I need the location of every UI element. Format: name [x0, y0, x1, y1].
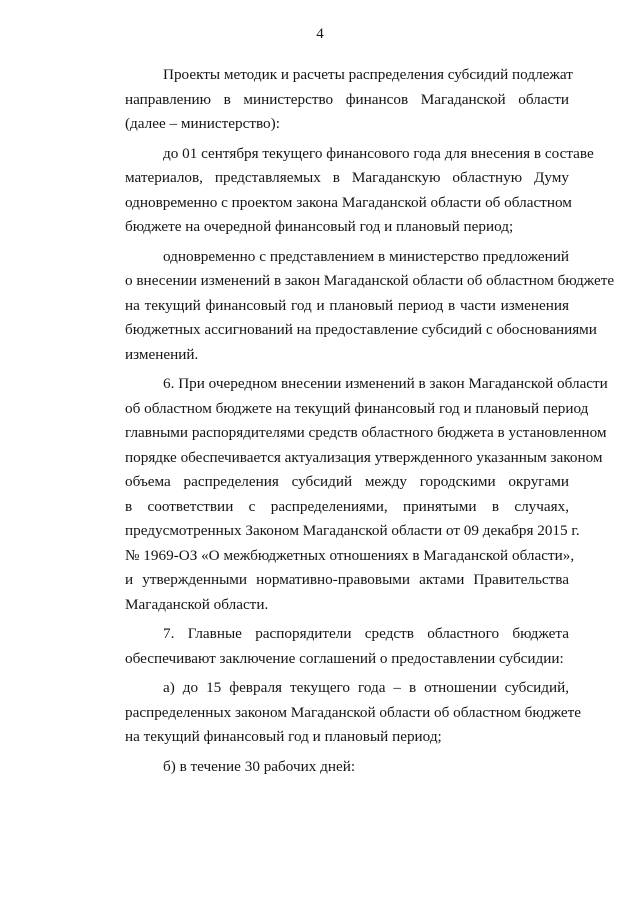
text-line: материалов, представляемых в Магаданскую областную Думу	[125, 169, 569, 186]
text-line: на текущий финансовый год и плановый период в части изменения	[125, 296, 569, 314]
document-body	[87, 63, 615, 779]
text-line: распределенных законом Магаданской области об областном бюджете	[125, 703, 582, 721]
text-line: об областном бюджете на текущий финансовый год и плановый период	[125, 399, 589, 417]
text-line: бюджетных ассигнований на предоставление субсидий с обоснованиями	[125, 321, 597, 338]
paragraph-subitem-b	[87, 755, 569, 780]
text-line: бюджете на очередной финансовый год и плановый период;	[125, 218, 514, 235]
paragraph-simultaneous-submission	[87, 245, 615, 368]
paragraph-item-6	[87, 372, 608, 617]
text-line: 7. Главные распорядители средств областного бюджета	[163, 625, 569, 642]
text-line: Проекты методик и расчеты распределения субсидий подлежат	[163, 66, 573, 83]
page-number: 4	[316, 26, 324, 42]
text-line: главными распорядителями средств областного бюджета в установленном	[125, 424, 607, 441]
text-line: одновременно с представлением в министерство предложений	[163, 247, 569, 265]
text-line: на текущий финансовый год и плановый период;	[125, 728, 442, 745]
paragraph-subitem-a	[87, 676, 582, 750]
text-line: одновременно с проектом закона Магаданской области об областном	[125, 193, 572, 211]
text-line: (далее – министерство):	[125, 115, 280, 132]
text-line: обеспечивают заключение соглашений о предоставлении субсидии:	[125, 649, 564, 667]
text-line: в соответствии с распределениями, принятыми в случаях,	[125, 497, 569, 515]
text-line: порядке обеспечивается актуализация утвержденного указанным законом	[125, 448, 603, 466]
text-line: № 1969-ОЗ «О межбюджетных отношениях в Магаданской области»,	[125, 546, 575, 564]
text-line: до 01 сентября текущего финансового года для внесения в составе	[163, 144, 594, 162]
text-line: 6. При очередном внесении изменений в закон Магаданской области	[163, 375, 608, 392]
text-line: Магаданской области.	[125, 595, 269, 613]
text-line: а) до 15 февраля текущего года – в отношении субсидий,	[163, 679, 569, 696]
text-line: и утвержденными нормативно-правовыми актами Правительства	[125, 571, 569, 588]
text-line: изменений.	[125, 345, 199, 363]
text-line: направлению в министерство финансов Магаданской области	[125, 90, 569, 108]
paragraph-deadline-september	[87, 142, 594, 240]
paragraph-draft-methods	[87, 63, 573, 137]
text-line: объема распределения субсидий между городскими округами	[125, 473, 569, 490]
text-line: о внесении изменений в закон Магаданской области об областном бюджете	[125, 272, 615, 289]
text-line: предусмотренных Законом Магаданской области от 09 декабря 2015 г.	[125, 522, 580, 539]
text-line: б) в течение 30 рабочих дней:	[163, 757, 356, 775]
paragraph-item-7	[87, 622, 569, 671]
